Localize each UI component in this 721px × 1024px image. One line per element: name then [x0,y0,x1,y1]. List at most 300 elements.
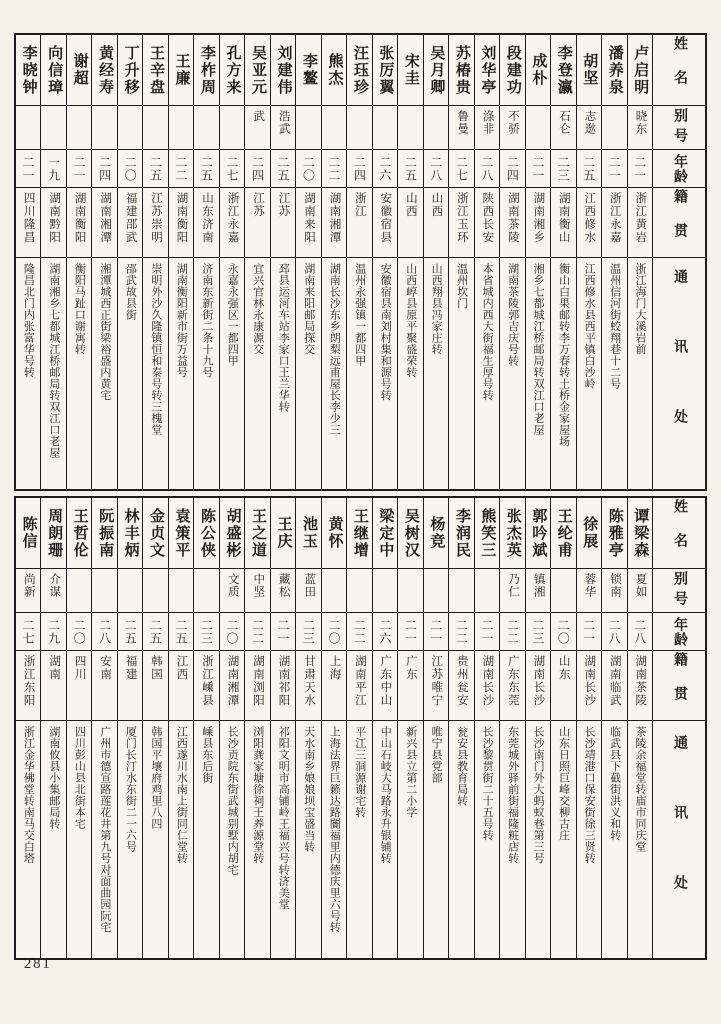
header-native-cell [653,187,705,257]
person-name-cell [577,35,601,105]
person-address-cell [551,257,575,489]
person-native-text: 湖南茶陵 [634,655,647,707]
person-age-text: 二五 [123,618,138,645]
person-alias-cell [449,568,473,612]
person-address-text: 瓮安县教育局转 [455,726,468,807]
person-alias-cell [41,568,65,612]
person-alias-cell [475,105,499,149]
person-name-cell [424,35,448,105]
person-column [67,498,92,958]
person-column [449,498,474,958]
person-alias-cell [245,105,269,149]
person-address-cell [16,257,40,489]
person-native-text: 四川 [73,655,86,681]
person-address-cell [143,720,167,958]
person-age-text: 二四 [250,155,265,182]
person-column [16,498,41,958]
person-name-cell [526,35,550,105]
person-age-text: 一九 [46,155,61,182]
person-name-cell [373,498,397,568]
person-native-cell [296,187,320,257]
person-native-cell [475,650,499,720]
person-name-cell [551,498,575,568]
person-address-cell [628,257,652,489]
person-native-text: 浙江玉环 [455,192,468,244]
person-native-cell [347,650,371,720]
person-address-text: 长沙南门外大蚂蚁巷第三号 [532,726,545,864]
person-address-text: 江西修水县西平镇白沙岭 [583,263,596,390]
person-native-cell [500,650,524,720]
person-address-text: 本省城内西大街福生厚号转 [481,263,494,401]
person-age-cell [347,149,371,187]
person-alias-cell [41,105,65,149]
person-name-cell [118,498,142,568]
person-name-cell [271,498,295,568]
person-age-text: 二二 [352,618,367,645]
person-address-cell [526,257,550,489]
header-name-cell [653,498,705,568]
person-name-cell [220,35,244,105]
person-name-text: 向信璋 [46,44,63,96]
person-native-text: 浙江黄岩 [634,192,647,244]
person-age-cell [449,612,473,650]
person-age-cell [271,612,295,650]
person-address-text: 嵊县东后街 [200,726,213,784]
person-name-text: 熊笑三 [479,507,496,559]
person-name-text: 胡盛彬 [224,507,241,559]
person-age-cell [449,149,473,187]
person-name-cell [143,498,167,568]
person-name-text: 金贞文 [148,507,165,559]
person-name-text: 陈公侠 [199,507,216,559]
person-alias-cell [220,568,244,612]
person-native-cell [475,187,499,257]
person-address-cell [169,257,193,489]
person-age-cell [500,612,524,650]
person-age-text: 二七 [21,618,36,645]
person-name-text: 苏椿贵 [453,44,470,96]
person-name-cell [602,35,626,105]
person-native-text: 四川隆昌 [22,192,35,244]
person-age-text: 二〇 [326,618,341,645]
person-address-cell [220,257,244,489]
person-alias-cell [500,568,524,612]
person-name-text: 王庆 [275,516,292,550]
person-alias-cell [16,105,40,149]
person-name-text: 张杰英 [504,507,521,559]
person-native-text: 湖南湘潭 [226,655,239,707]
person-address-text: 浏阳龚家塘徐祠王养源堂转 [251,726,264,864]
person-native-text: 浙江嵊县 [201,655,214,707]
person-column [245,498,270,958]
person-alias-cell [577,568,601,612]
person-native-text: 湖南长沙 [481,655,494,707]
person-name-text: 卢启明 [632,44,649,96]
person-native-cell [424,187,448,257]
person-age-text: 二七 [454,155,469,182]
person-address-cell [271,720,295,958]
person-address-text: 山东日照巨峰交柳古庄 [557,726,570,841]
person-name-cell [169,35,193,105]
person-native-cell [143,650,167,720]
person-name-cell [169,498,193,568]
person-address-cell [322,720,346,958]
person-age-text: 二六 [377,155,392,182]
person-name-text: 刘华亭 [479,44,496,96]
person-name-cell [118,35,142,105]
person-age-cell [551,149,575,187]
person-address-cell [118,257,142,489]
person-age-cell [16,612,40,650]
person-native-cell [628,187,652,257]
person-native-cell [322,650,346,720]
person-native-text: 湖南临武 [608,655,621,707]
person-native-text: 湖南衡阳 [73,192,86,244]
person-name-text: 成朴 [530,53,547,87]
person-name-text: 胡坚 [581,53,598,87]
person-alias-text: 中坚 [252,573,265,598]
person-age-text: 二二 [454,618,469,645]
person-column [296,35,321,489]
person-age-text: 二八 [607,618,622,645]
person-age-cell [92,149,116,187]
person-native-cell [16,187,40,257]
person-alias-cell [398,568,422,612]
person-name-text: 谭梁森 [632,507,649,559]
person-name-cell [322,35,346,105]
person-address-text: 浙江海门大溪岩前 [634,263,647,355]
header-alias-label: 别号 [672,107,687,148]
person-name-text: 汪珏珍 [351,44,368,96]
person-age-cell [67,612,91,650]
person-native-text: 福建邵武 [124,192,137,244]
person-name-text: 陈雅亭 [606,507,623,559]
header-address-label: 通讯处 [672,734,687,945]
person-native-text: 广东东莞 [506,655,519,707]
person-name-text: 郭吟斌 [530,507,547,559]
person-age-cell [577,149,601,187]
header-address-cell [653,720,705,958]
person-column [373,498,398,958]
person-name-cell [245,35,269,105]
person-address-cell [67,720,91,958]
person-alias-cell [602,568,626,612]
person-native-cell [398,650,422,720]
person-age-text: 二四 [97,155,112,182]
person-name-text: 丁升移 [122,44,139,96]
person-native-cell [220,187,244,257]
person-native-text: 韩国 [150,655,163,681]
person-name-text: 谢超 [71,53,88,87]
person-age-cell [194,612,218,650]
person-column [628,35,653,489]
person-name-cell [41,498,65,568]
person-name-cell [296,35,320,105]
person-column [449,35,474,489]
person-native-cell [194,187,218,257]
person-age-text: 二三 [199,618,214,645]
person-name-text: 李登瀛 [555,44,572,96]
person-name-text: 孔方来 [224,44,241,96]
person-alias-cell [602,105,626,149]
person-age-text: 二三 [530,618,545,645]
person-native-text: 湖南 [48,655,61,681]
person-native-cell [245,650,269,720]
person-age-cell [245,149,269,187]
person-name-text: 王辛盘 [148,44,165,96]
person-age-text: 二六 [377,618,392,645]
person-age-cell [424,149,448,187]
person-alias-text: 夏如 [634,573,647,598]
person-alias-text: 石仑 [558,110,571,135]
person-native-text: 湖南长沙 [532,655,545,707]
person-native-cell [271,187,295,257]
person-native-cell [143,187,167,257]
person-alias-text: 蓉华 [583,573,596,598]
person-column [577,498,602,958]
person-name-cell [373,35,397,105]
person-native-cell [118,187,142,257]
person-alias-cell [373,568,397,612]
person-native-text: 湖南长沙 [583,655,596,707]
person-native-text: 陕西长安 [481,192,494,244]
directory-table-bottom [14,496,707,960]
person-column [92,35,117,489]
person-address-text: 温州信河街蛟翔巷十二号 [608,263,621,390]
person-column [475,35,500,489]
person-name-cell [475,35,499,105]
person-native-cell [373,187,397,257]
person-native-cell [526,187,550,257]
person-address-text: 湘乡七都城江桥邮局转双江口老屋 [532,263,545,436]
person-name-text: 阮振南 [97,507,114,559]
person-column [245,35,270,489]
person-column [322,498,347,958]
person-address-text: 临武县下截街洪义和转 [608,726,621,841]
person-name-text: 池玉 [300,516,317,550]
person-age-cell [424,612,448,650]
person-native-text: 浙江永嘉 [608,192,621,244]
person-name-cell [526,498,550,568]
person-age-cell [398,149,422,187]
person-alias-text: 尚新 [22,573,35,598]
person-age-text: 二一 [581,618,596,645]
person-alias-text: 浩武 [277,110,290,135]
person-column [373,35,398,489]
person-age-cell [526,149,550,187]
person-native-cell [602,650,626,720]
person-address-text: 温州坎门 [455,263,468,309]
person-alias-cell [92,105,116,149]
person-native-cell [551,650,575,720]
person-name-cell [398,498,422,568]
person-address-cell [602,257,626,489]
person-alias-cell [271,568,295,612]
person-alias-cell [322,568,346,612]
person-alias-text: 锁南 [609,573,622,598]
person-native-cell [245,187,269,257]
person-column [143,35,168,489]
person-address-text: 衡阳马趾口谢寓转 [73,263,86,355]
person-column [424,35,449,489]
person-native-cell [322,187,346,257]
person-name-text: 黄经寿 [97,44,114,96]
person-age-cell [526,612,550,650]
person-column [577,35,602,489]
person-address-text: 东莞城外驿前街福隆粧店转 [506,726,519,864]
person-address-text: 济南东新街二条十九号 [200,263,213,378]
person-address-cell [245,720,269,958]
person-address-text: 湖南茶陵郭吉庆号转 [506,263,519,367]
person-native-cell [41,187,65,257]
person-native-cell [602,187,626,257]
person-native-cell [296,650,320,720]
person-name-cell [92,498,116,568]
person-address-cell [424,720,448,958]
person-alias-cell [398,105,422,149]
person-address-cell [143,257,167,489]
person-name-cell [347,498,371,568]
person-alias-cell [424,568,448,612]
person-name-text: 段建功 [504,44,521,96]
person-address-cell [92,720,116,958]
person-age-cell [143,612,167,650]
person-address-cell [67,257,91,489]
person-name-text: 潘养泉 [606,44,623,96]
person-age-cell [602,149,626,187]
person-native-text: 甘肃天水 [302,655,315,707]
person-age-text: 二五 [174,618,189,645]
person-column [220,35,245,489]
person-native-cell [41,650,65,720]
person-native-cell [67,187,91,257]
person-age-cell [398,612,422,650]
person-native-text: 湖南衡山 [557,192,570,244]
person-address-text: 长沙贡院东街武城别墅内胡宅 [226,726,239,876]
person-name-text: 徐展 [581,516,598,550]
header-age-cell [653,149,705,187]
person-address-text: 邵武故县街 [124,263,137,321]
person-age-text: 二九 [46,618,61,645]
person-alias-text: 武 [252,110,265,123]
person-column [169,498,194,958]
person-alias-cell [67,105,91,149]
person-address-text: 厦门长汀水东街二一六号 [124,726,137,853]
person-age-cell [41,149,65,187]
header-alias-label: 别号 [672,570,687,611]
person-column [194,35,219,489]
person-alias-cell [628,568,652,612]
person-age-text: 二八 [632,618,647,645]
person-name-text: 杨竞 [428,516,445,550]
person-address-cell [41,257,65,489]
person-address-cell [118,720,142,958]
person-age-text: 二五 [403,155,418,182]
person-column [296,498,321,958]
person-age-text: 二五 [581,155,596,182]
person-age-cell [322,612,346,650]
person-address-cell [500,720,524,958]
header-native-label: 籍贯 [672,651,687,720]
person-native-cell [577,650,601,720]
person-address-cell [577,720,601,958]
person-alias-cell [322,105,346,149]
person-column [398,35,423,489]
person-name-text: 吴月卿 [428,44,445,96]
person-alias-cell [67,568,91,612]
person-native-cell [67,650,91,720]
person-native-cell [551,187,575,257]
person-address-text: 茶陵余福堂转庙市同庆堂 [634,726,647,853]
person-native-text: 山东 [557,655,570,681]
person-age-text: 二〇 [556,618,571,645]
person-age-text: 二一 [72,155,87,182]
person-native-cell [373,650,397,720]
person-address-text: 隆昌北门内张富华号转 [22,263,35,378]
header-alias-cell [653,105,705,149]
person-address-text: 江西遂川水南上街同仁堂转 [175,726,188,864]
person-address-text: 长沙靖港口保安街徐三贤转 [583,726,596,864]
person-native-text: 安徽宿县 [379,192,392,244]
person-age-cell [194,149,218,187]
person-age-cell [220,149,244,187]
person-age-cell [628,149,652,187]
person-age-cell [602,612,626,650]
person-address-cell [347,720,371,958]
person-age-text: 二五 [199,155,214,182]
person-address-cell [475,257,499,489]
person-alias-cell [551,105,575,149]
person-alias-text: 藏松 [277,573,290,598]
person-address-text: 温州永强镇一都四甲 [353,263,366,367]
person-address-cell [602,720,626,958]
person-column [41,35,66,489]
person-age-text: 二七 [225,155,239,182]
person-name-text: 王廉 [173,53,190,87]
person-address-text: 天水南乡娘娘坝宝盛当转 [302,726,315,853]
person-age-cell [475,612,499,650]
person-column [169,35,194,489]
person-address-text: 安徽宿县南刘村集和源号转 [379,263,392,401]
person-age-cell [322,149,346,187]
person-native-cell [347,187,371,257]
person-column [347,35,372,489]
person-native-text: 山西 [430,192,443,218]
person-address-text: 上海法界巨籁达路闠福里内德庆里六号转 [328,726,341,933]
person-address-cell [628,720,652,958]
person-age-cell [169,149,193,187]
person-alias-cell [577,105,601,149]
person-alias-text: 蓝田 [303,573,316,598]
person-age-text: 二四 [505,155,520,182]
person-age-text: 二三 [301,618,316,645]
person-age-text: 二〇 [225,618,239,645]
person-native-text: 福建 [124,655,137,681]
person-name-cell [194,35,218,105]
person-address-cell [347,257,371,489]
person-alias-text: 鲁曼 [456,110,469,135]
person-alias-cell [118,105,142,149]
person-column [628,498,653,958]
person-alias-cell [296,105,320,149]
person-age-cell [118,149,142,187]
person-name-cell [449,498,473,568]
person-alias-cell [475,568,499,612]
person-column [271,498,296,958]
person-name-cell [500,35,524,105]
person-column [500,35,525,489]
person-age-cell [373,149,397,187]
